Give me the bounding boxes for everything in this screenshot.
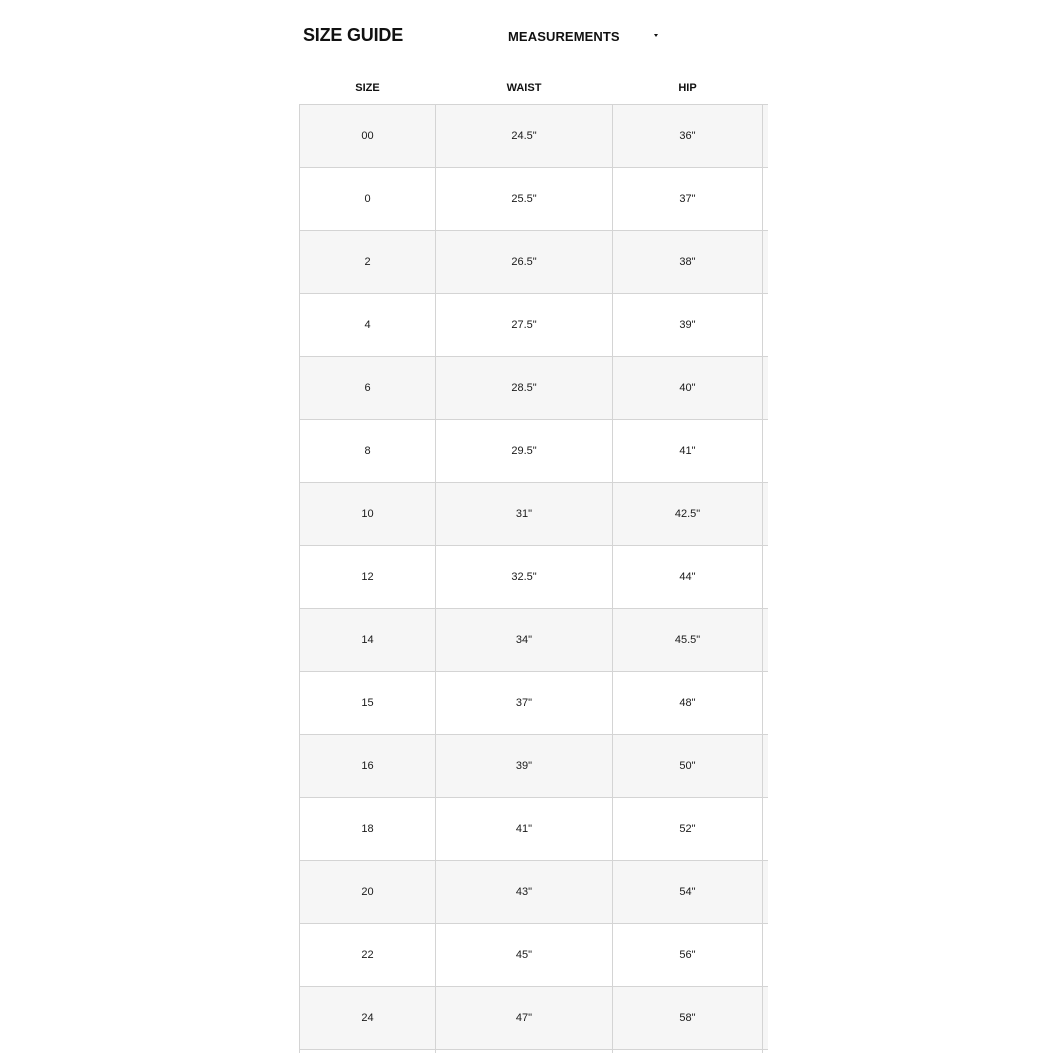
table-row	[300, 861, 769, 924]
cell-waist: 29.5"	[436, 420, 613, 483]
cell-size: 8	[300, 420, 436, 483]
cell-hidden-column	[763, 1050, 769, 1053]
cell-hip: 56"	[613, 924, 763, 987]
cell-hidden-column	[763, 420, 769, 483]
cell-waist: 24.5"	[436, 105, 613, 168]
cell-hidden-column	[763, 861, 769, 924]
dropdown-selected-value: MEASUREMENTS	[508, 29, 620, 44]
cell-size: 2	[300, 231, 436, 294]
table-row	[300, 546, 769, 609]
cell-waist: 45"	[436, 924, 613, 987]
table-row	[300, 1050, 769, 1053]
cell-hip: 41"	[613, 420, 763, 483]
cell-waist: 27.5"	[436, 294, 613, 357]
cell-waist: 26.5"	[436, 231, 613, 294]
measurements-dropdown[interactable]	[508, 28, 660, 46]
cell-waist: 47"	[436, 987, 613, 1050]
cell-size: 24	[300, 987, 436, 1050]
cell-size: 12	[300, 546, 436, 609]
table-row	[300, 987, 769, 1050]
page-title: SIZE GUIDE	[303, 25, 404, 45]
cell-size: 4	[300, 294, 436, 357]
table-row	[300, 357, 769, 420]
caret-down-icon	[654, 34, 658, 37]
cell-hidden-column	[763, 924, 769, 987]
cell-hidden-column	[763, 735, 769, 798]
cell-hip: 48"	[613, 672, 763, 735]
table-row	[300, 294, 769, 357]
cell-size: 0	[300, 168, 436, 231]
cell-size: 14	[300, 609, 436, 672]
cell-hidden-column	[763, 231, 769, 294]
cell-waist: 37"	[436, 672, 613, 735]
column-header-hip: HIP	[613, 72, 763, 105]
column-header-size: SIZE	[300, 72, 436, 105]
cell-hip: 40"	[613, 357, 763, 420]
cell-hip: 38"	[613, 231, 763, 294]
cell-hidden-column	[763, 357, 769, 420]
cell-size: 6	[300, 357, 436, 420]
table-header-row	[300, 72, 769, 105]
cell-hip: 54"	[613, 861, 763, 924]
table-body	[300, 105, 769, 1053]
cell-hip: 36"	[613, 105, 763, 168]
cell-hidden-column	[763, 483, 769, 546]
cell-size: 10	[300, 483, 436, 546]
table-row	[300, 105, 769, 168]
cell-waist	[436, 1050, 613, 1053]
cell-size: 15	[300, 672, 436, 735]
column-header-waist: WAIST	[436, 72, 613, 105]
cell-hidden-column	[763, 798, 769, 861]
table-row	[300, 420, 769, 483]
cell-waist: 28.5"	[436, 357, 613, 420]
table-row	[300, 798, 769, 861]
cell-hidden-column	[763, 168, 769, 231]
table-row	[300, 735, 769, 798]
cell-hidden-column	[763, 987, 769, 1050]
cell-waist: 34"	[436, 609, 613, 672]
cell-hip: 42.5"	[613, 483, 763, 546]
cell-size: 22	[300, 924, 436, 987]
cell-hip	[613, 1050, 763, 1053]
table-row	[300, 483, 769, 546]
cell-waist: 43"	[436, 861, 613, 924]
cell-waist: 25.5"	[436, 168, 613, 231]
table-row	[300, 924, 769, 987]
cell-hidden-column	[763, 546, 769, 609]
cell-size: 00	[300, 105, 436, 168]
cell-hip: 37"	[613, 168, 763, 231]
size-table	[299, 72, 768, 1053]
cell-size: 16	[300, 735, 436, 798]
cell-hip: 50"	[613, 735, 763, 798]
cell-waist: 31"	[436, 483, 613, 546]
table-row	[300, 672, 769, 735]
table-row	[300, 231, 769, 294]
cell-hip: 39"	[613, 294, 763, 357]
column-header-hidden	[763, 72, 769, 105]
table-row	[300, 609, 769, 672]
cell-hip: 45.5"	[613, 609, 763, 672]
cell-hidden-column	[763, 672, 769, 735]
cell-hidden-column	[763, 609, 769, 672]
cell-hip: 44"	[613, 546, 763, 609]
cell-hip: 58"	[613, 987, 763, 1050]
cell-hip: 52"	[613, 798, 763, 861]
cell-size	[300, 1050, 436, 1053]
cell-hidden-column	[763, 105, 769, 168]
size-table-container[interactable]	[299, 72, 768, 1053]
cell-size: 20	[300, 861, 436, 924]
cell-waist: 41"	[436, 798, 613, 861]
cell-waist: 32.5"	[436, 546, 613, 609]
cell-hidden-column	[763, 294, 769, 357]
cell-waist: 39"	[436, 735, 613, 798]
table-row	[300, 168, 769, 231]
cell-size: 18	[300, 798, 436, 861]
